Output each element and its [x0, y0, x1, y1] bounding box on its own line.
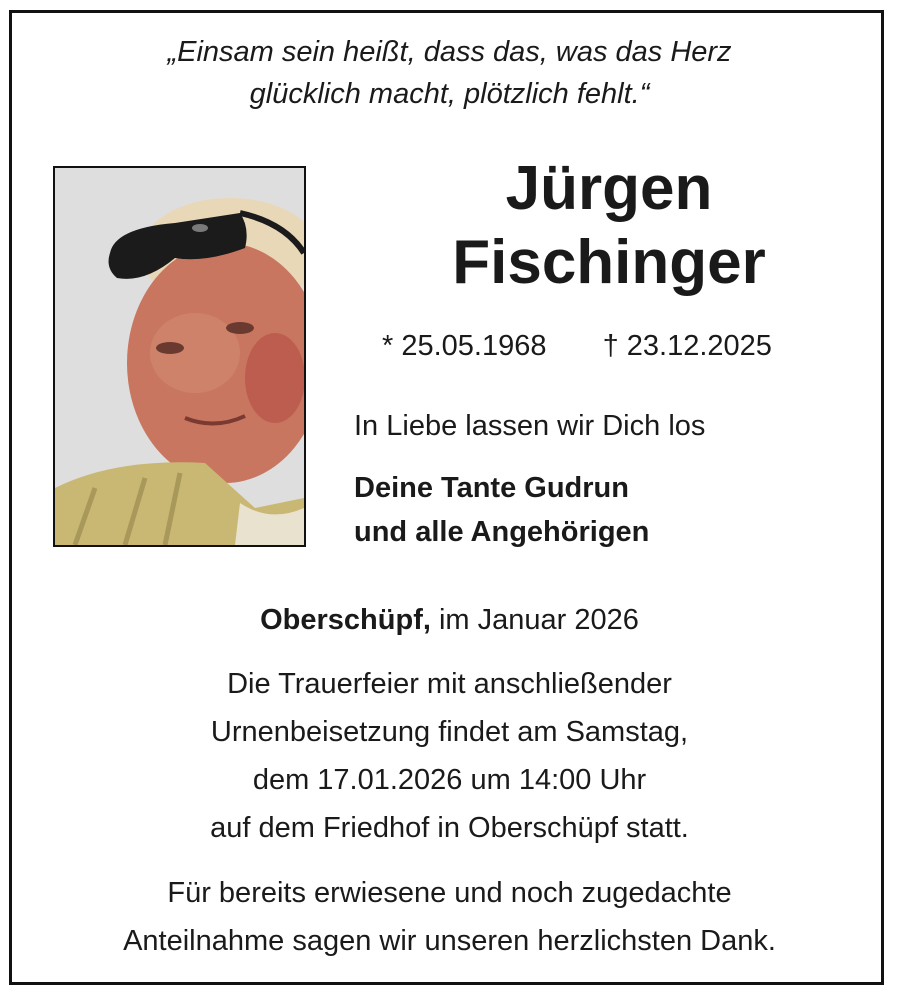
thanks-line-2: Anteilnahme sagen wir unseren herzlichsten Dank. [123, 925, 776, 957]
mourners-line-2: und alle Angehörigen [354, 516, 650, 548]
life-dates [382, 330, 772, 363]
quote-line-2: glücklich macht, plötzlich fehlt.“ [249, 78, 650, 110]
first-name: Jürgen [505, 154, 713, 223]
service-line-3: dem 17.01.2026 um 14:00 Uhr [252, 764, 647, 796]
quote-line-1: „Einsam sein heißt, dass das, was das Herz [167, 36, 732, 68]
place: Oberschüpf, [260, 604, 431, 636]
mourners-line-1: Deine Tante Gudrun [354, 472, 629, 504]
place-date [0, 604, 899, 637]
service-line-2: Urnenbeisetzung findet am Samstag, [210, 716, 689, 748]
portrait-photo [53, 166, 306, 547]
death-date: † 23.12.2025 [602, 330, 772, 362]
date: im Januar 2026 [430, 604, 639, 636]
last-name: Fischinger [452, 228, 766, 297]
farewell-text: In Liebe lassen wir Dich los [354, 410, 706, 442]
service-line-4: auf dem Friedhof in Oberschüpf statt. [210, 812, 689, 844]
service-line-1: Die Trauerfeier mit anschließender [227, 668, 672, 700]
birth-date: * 25.05.1968 [382, 330, 547, 362]
portrait-photo-icon [55, 168, 304, 545]
thanks-line-1: Für bereits erwiesene und noch zugedachte [167, 877, 732, 909]
